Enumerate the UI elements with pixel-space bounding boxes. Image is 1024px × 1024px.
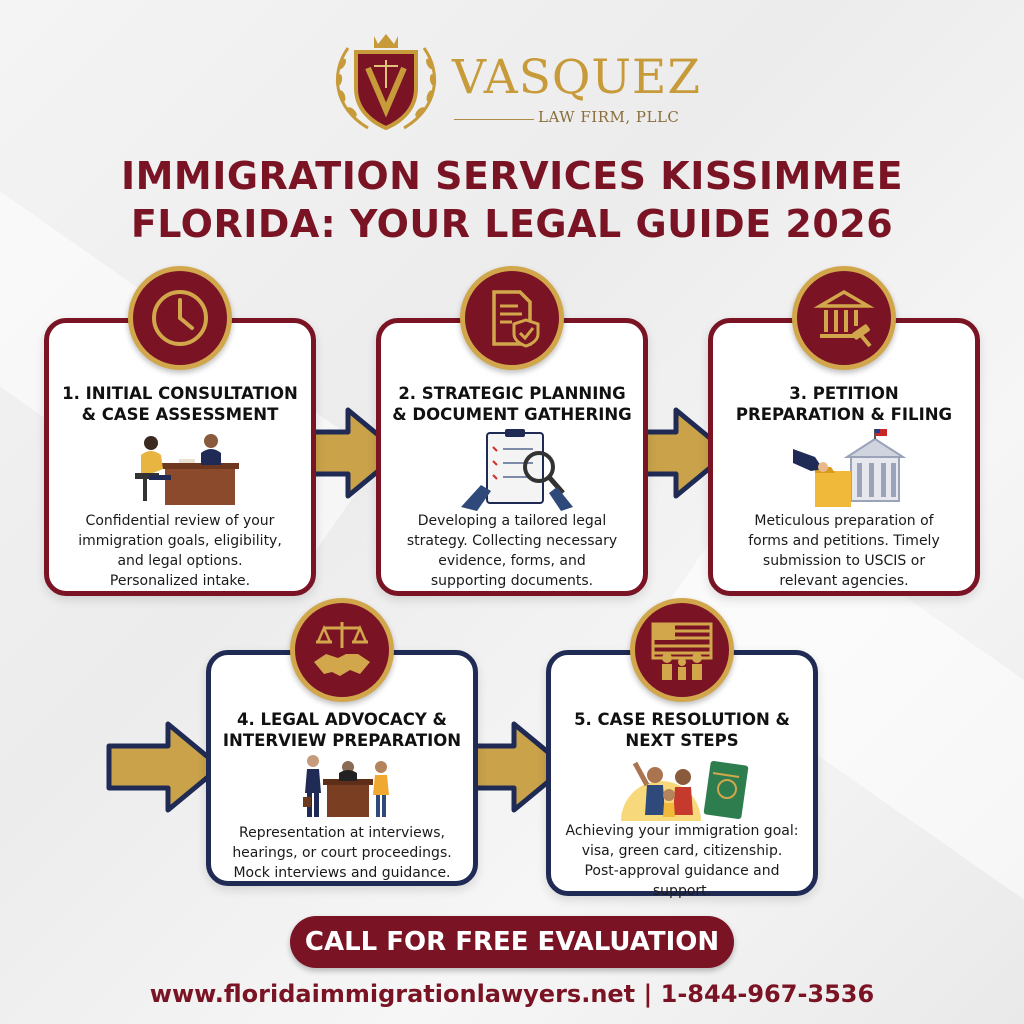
step-description — [713, 511, 975, 591]
step-title-line: & CASE ASSESSMENT — [81, 405, 279, 424]
step-desc-line: Meticulous preparation of — [754, 513, 934, 529]
step-title-line: 1. INITIAL CONSULTATION — [62, 384, 298, 403]
petition-filing-illustration-icon — [791, 427, 907, 511]
step-description — [211, 823, 473, 883]
step-desc-line: and legal options. — [117, 553, 243, 569]
step-description — [49, 511, 311, 591]
step-desc-line: supporting documents. — [430, 573, 594, 589]
step-title — [381, 383, 643, 425]
step-desc-line: visa, green card, citizenship. — [581, 843, 783, 859]
step-desc-line: Representation at interviews, — [239, 825, 445, 841]
title-line-2: FLORIDA: YOUR LEGAL GUIDE 2026 — [130, 202, 894, 246]
step-title-line: INTERVIEW PREPARATION — [222, 731, 462, 750]
step-title-line: 5. CASE RESOLUTION & — [574, 710, 790, 729]
step-desc-line: Mock interviews and guidance. — [233, 865, 451, 881]
firm-name: VASQUEZ — [452, 50, 701, 105]
title-line-1: IMMIGRATION SERVICES KISSIMMEE — [120, 154, 904, 198]
step-title — [211, 709, 473, 751]
step-desc-line: Developing a tailored legal — [417, 513, 607, 529]
clock-icon — [148, 286, 212, 350]
step-description — [551, 821, 813, 901]
page-title — [0, 152, 1024, 248]
step-desc-line: evidence, forms, and — [438, 553, 586, 569]
step-desc-line: Post-approval guidance and — [584, 863, 780, 879]
step-badge-4 — [290, 598, 394, 702]
step-desc-line: Personalized intake. — [109, 573, 251, 589]
step-title-line: NEXT STEPS — [625, 731, 739, 750]
courthouse-gavel-icon — [812, 286, 876, 350]
document-shield-icon — [480, 286, 544, 350]
step-desc-line: relevant agencies. — [779, 573, 909, 589]
law-firm-crest-icon — [328, 28, 444, 136]
step-title-line: 3. PETITION — [789, 384, 899, 403]
step-title — [49, 383, 311, 425]
step-badge-2 — [460, 266, 564, 370]
scales-handshake-icon — [310, 618, 374, 682]
step-badge-3 — [792, 266, 896, 370]
step-desc-line: strategy. Collecting necessary — [406, 533, 618, 549]
consultation-illustration-icon — [129, 429, 239, 509]
firm-subtitle: LAW FIRM, PLLC — [538, 108, 680, 126]
step-title-line: PREPARATION & FILING — [735, 405, 953, 424]
step-desc-line: support. — [652, 883, 712, 899]
step-title-line: & DOCUMENT GATHERING — [392, 405, 632, 424]
logo-divider — [454, 119, 534, 120]
family-passport-illustration-icon — [621, 755, 755, 821]
step-badge-1 — [128, 266, 232, 370]
step-title-line: 2. STRATEGIC PLANNING — [398, 384, 626, 403]
flag-family-icon — [649, 618, 715, 682]
courtroom-illustration-icon — [301, 753, 393, 821]
step-desc-line: immigration goals, eligibility, — [78, 533, 282, 549]
step-desc-line: forms and petitions. Timely — [748, 533, 940, 549]
contact-info-link[interactable]: www.floridaimmigrationlawyers.net | 1-844-967-3536 — [149, 980, 875, 1008]
step-badge-5 — [630, 598, 734, 702]
step-title — [551, 709, 813, 751]
step-description — [381, 511, 643, 591]
step-title-line: 4. LEGAL ADVOCACY & — [237, 710, 447, 729]
step-desc-line: submission to USCIS or — [762, 553, 926, 569]
step-desc-line: Confidential review of your — [85, 513, 275, 529]
step-desc-line: Achieving your immigration goal: — [565, 823, 799, 839]
free-evaluation-button[interactable]: CALL FOR FREE EVALUATION — [290, 916, 734, 968]
firm-logo[interactable] — [328, 28, 708, 136]
document-checklist-illustration-icon — [457, 427, 577, 511]
step-desc-line: hearings, or court proceedings. — [232, 845, 452, 861]
step-title — [713, 383, 975, 425]
